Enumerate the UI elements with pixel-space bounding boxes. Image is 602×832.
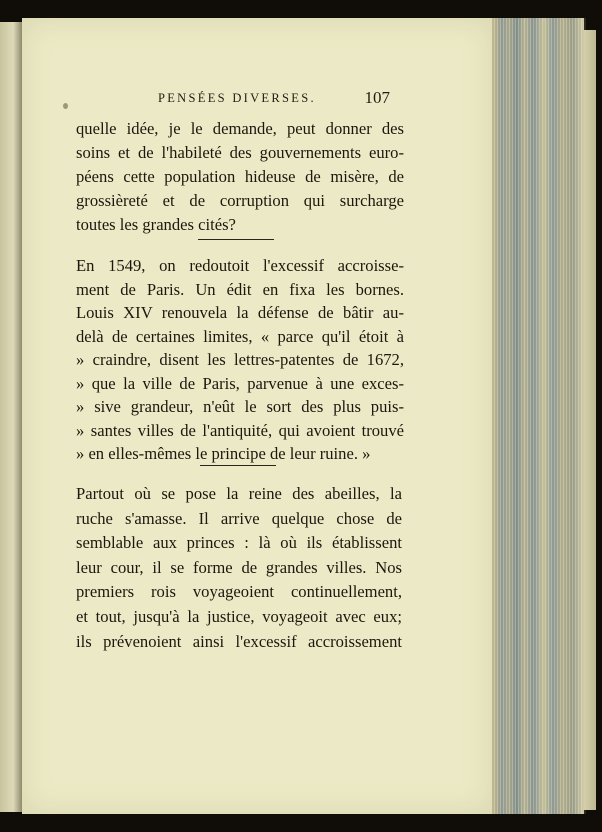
text-line: leur cour, il se forme de grandes villes. Nos [76, 557, 402, 577]
text-line: Partout où se pose la reine des abeilles, la [76, 484, 402, 503]
text-line: delà de certaines limites, « parce qu'il étoit à [76, 326, 404, 346]
running-title: PENSÉES DIVERSES. [158, 91, 316, 105]
paragraph-1 [76, 117, 404, 237]
text-line: » santes villes de l'antiquité, qui avoient trouvé [76, 420, 404, 440]
text-line: ils prévenoient ainsi l'excessif accroissement [76, 631, 402, 651]
text-line: En 1549, on redoutoit l'excessif accroisse- [76, 256, 404, 275]
text-line: » sive grandeur, n'eût le sort des plus puis- [76, 397, 404, 416]
text-line: semblable aux princes : là où ils établissent [76, 533, 402, 553]
ink-spot [63, 103, 68, 109]
section-divider [198, 239, 274, 240]
paragraph-3 [76, 482, 402, 654]
page-number: 107 [364, 88, 390, 107]
text-line: » craindre, disent les lettres-patentes de 1672, [76, 350, 404, 369]
facing-page-edge [0, 22, 23, 812]
text-line: Louis XIV renouvela la défense de bâtir au- [76, 303, 404, 322]
text-line: premiers rois voyageoient continuellement, [76, 582, 402, 602]
text-line: péens cette population hideuse de misère, de [76, 167, 404, 187]
text-line: ment de Paris. Un édit en fixa les bornes. [76, 279, 404, 299]
text-line: » en elles-mêmes le principe de leur ruine. » [76, 444, 371, 463]
text-line: toutes les grandes cités? [76, 215, 236, 235]
text-line: grossièreté et de corruption qui surcharge [76, 191, 404, 211]
paragraph-2 [76, 254, 404, 466]
page-header [158, 88, 390, 108]
book-cover-edge [584, 30, 596, 810]
section-divider [200, 465, 276, 466]
text-line: ruche s'amasse. Il arrive quelque chose de [76, 508, 402, 528]
text-line: quelle idée, je le demande, peut donner des [76, 119, 404, 138]
book-fore-edge [488, 18, 586, 814]
text-line: soins et de l'habileté des gouvernements euro- [76, 143, 404, 163]
text-line: » que la ville de Paris, parvenue à une exces- [76, 373, 404, 393]
text-line: et tout, jusqu'à la justice, voyageoit avec eux; [76, 606, 402, 626]
